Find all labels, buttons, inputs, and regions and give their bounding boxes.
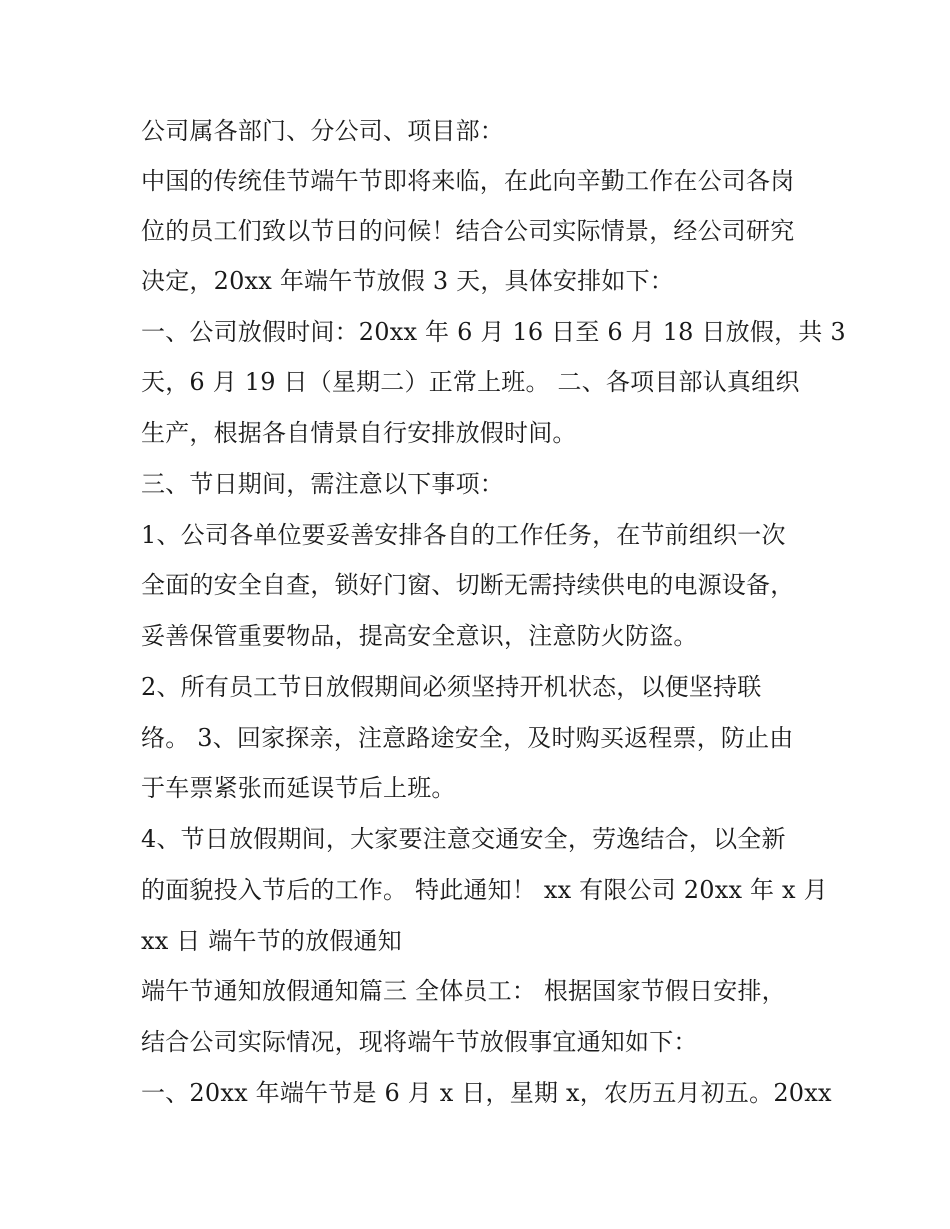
body-text-line: 于车票紧张而延误节后上班。 bbox=[141, 774, 456, 802]
item-two-line: 2、所有员工节日放假期间必须坚持开机状态，以便坚持联 bbox=[141, 673, 762, 701]
body-text-line: 的面貌投入节后的工作。 特此通知！ xx 有限公司 20xx 年 x 月 bbox=[141, 876, 828, 904]
item-one-line: 1、公司各单位要妥善安排各自的工作任务，在节前组织一次 bbox=[141, 521, 786, 549]
body-text-line: 位的员工们致以节日的问候！结合公司实际情景，经公司研究 bbox=[141, 217, 795, 245]
body-text-line: 中国的传统佳节端午节即将来临，在此向辛勤工作在公司各岗 bbox=[141, 167, 795, 195]
body-text-line: 络。 3、回家探亲，注意路途安全，及时购买返程票，防止由 bbox=[141, 724, 794, 752]
notice-title-line: xx 日 端午节的放假通知 bbox=[141, 927, 402, 955]
body-text-line: 结合公司实际情况，现将端午节放假事宜通知如下： bbox=[141, 1028, 698, 1056]
greeting-line: 公司属各部门、分公司、项目部： bbox=[141, 117, 504, 145]
body-text-line: 全面的安全自查，锁好门窗、切断无需持续供电的电源设备， bbox=[141, 571, 795, 599]
body-text-line: 端午节通知放假通知篇三 全体员工： 根据国家节假日安排， bbox=[141, 977, 786, 1005]
section-three-line: 三、节日期间，需注意以下事项： bbox=[141, 470, 504, 498]
body-text-line: 天，6 月 19 日（星期二）正常上班。 二、各项目部认真组织 bbox=[141, 368, 800, 396]
body-text-line: 决定，20xx 年端午节放假 3 天，具体安排如下： bbox=[141, 267, 674, 295]
body-text-line: 生产，根据各自情景自行安排放假时间。 bbox=[141, 419, 577, 447]
body-text-line: 妥善保管重要物品，提高安全意识，注意防火防盗。 bbox=[141, 622, 698, 650]
item-four-line: 4、节日放假期间，大家要注意交通安全，劳逸结合，以全新 bbox=[141, 825, 786, 853]
section-one-line: 一、公司放假时间：20xx 年 6 月 16 日至 6 月 18 日放假，共 3 bbox=[141, 318, 846, 346]
body-text-line: 一、20xx 年端午节是 6 月 x 日，星期 x，农历五月初五。20xx bbox=[141, 1079, 832, 1107]
